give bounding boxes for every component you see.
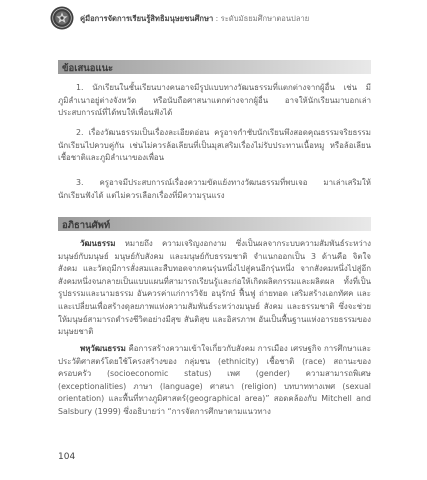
page-number: 104 (58, 452, 76, 462)
glossary-term: วัฒนธรรม (80, 239, 116, 248)
running-head (80, 13, 309, 25)
suggestion-item-2: 2. เรื่องวัฒนธรรมเป็นเรื่องละเอียดอ่อน ครูอาจกำชับนักเรียนพึงสอดคุณธรรมจริยธรรมนักเรียนไปควบคู่กัน เช่นไม่ควรล้อเลียนที่เป็นมุสเสริมเรื่องไม่รับประทานเนื้อหมู หรือล้อเลียนเชื้อชาติและภูมิลำเนาของเพื่อน (58, 128, 371, 163)
glossary-heading: อภิธานศัพท์ (62, 220, 111, 231)
glossary-term: พหุวัฒนธรรม (80, 344, 126, 353)
running-head-subtitle: : ระดับมัธยมศึกษาตอนปลาย (213, 14, 310, 23)
page-header (50, 6, 380, 32)
glossary-entry (58, 343, 371, 419)
suggestion-item-3: 3. ครูอาจมีประสบการณ์เรื่องความขัดแย้งทางวัฒนธรรมที่พบเจอ มาเล่าเสริมให้นักเรียนฟังได้ แต่ไม่ควรเลือกเรื่องที่มีความรุนแรง (58, 178, 371, 200)
section-heading-bar (58, 60, 371, 74)
glossary-definition: คือการสร้างความเข้าใจเกี่ยวกับสังคม การเมือง เศรษฐกิจ การศึกษาและประวัติศาสตร์โดยใช้โครงสร้างของ กลุ่มชน (ethnicity) เชื้อชาติ (race) สถานะของครอบครัว (socioeconomic status) เพศ (gender) ความสามารถพิเศษ (exceptionalities) ภาษา (language) ศาสนา (religion) บทบาททางเพศ (sexual orientation) และพื้นที่ทางภูมิศาสตร์(geographical area)” สอดคล้องกับ Mitchell and Salsbury (1999) ซึ่งอธิบายว่า “การจัดการศึกษาตามแนวทาง (58, 344, 371, 416)
running-head-title: คู่มือการจัดการเรียนรู้สิทธิมนุษยชนศึกษา (80, 14, 214, 23)
section-heading-bar (58, 217, 371, 231)
glossary-entry (58, 238, 371, 339)
suggestion-item-1: 1. นักเรียนในชั้นเรียนบางคนอาจมีรูปแบบทางวัฒนธรรมที่แตกต่างจากผู้อื่น เช่น มีภูมิลำเนาอยู่ต่างจังหวัด หรือนับถือศาสนาแตกต่างจากผู้อื่น อาจให้นักเรียนมาบอกเล่าประสบการณ์ที่ได้พบให้เพื่อนฟังได้ (58, 83, 371, 118)
glossary-definition: หมายถึง ความเจริญงอกงาม ซึ่งเป็นผลจากระบบความสัมพันธ์ระหว่างมนุษย์กับมนุษย์ มนุษย์กับสังคม และมนุษย์กับธรรมชาติ จำแนกออกเป็น 3 ด้านคือ จิตใจ สังคม และวัตถุมีการสั่งสมและสืบทอดจากคนรุ่นหนึ่งไปสู่คนอีกรุ่นหนึ่ง จากสังคมหนึ่งไปสู่อีกสังคมหนึ่งจนกลายเป็นแบบแผนที่สามารถเรียนรู้และก่อให้เกิดผลิตกรรมและผลิตผล ทั้งที่เป็นรูปธรรมและนามธรรม อันควรค่าแก่การวิจัย อนุรักษ์ ฟื้นฟู ถ่ายทอด เสริมสร้างเอกทัศค และและเปลี่ยนเพื่อสร้างดุลยภาพแห่งความสัมพันธ์ระหว่างมนุษย์ สังคม และธรรมชาติ ซึ่งจะช่วยให้มนุษย์สามารถดำรงชีวิตอย่างมีสุข สันติสุข และอิสรภาพ อันเป็นพื้นฐานแห่งอารยธรรมของมนุษยชาติ (58, 239, 371, 337)
university-seal-logo (50, 6, 74, 30)
suggestions-heading: ข้อเสนอแนะ (62, 63, 114, 74)
